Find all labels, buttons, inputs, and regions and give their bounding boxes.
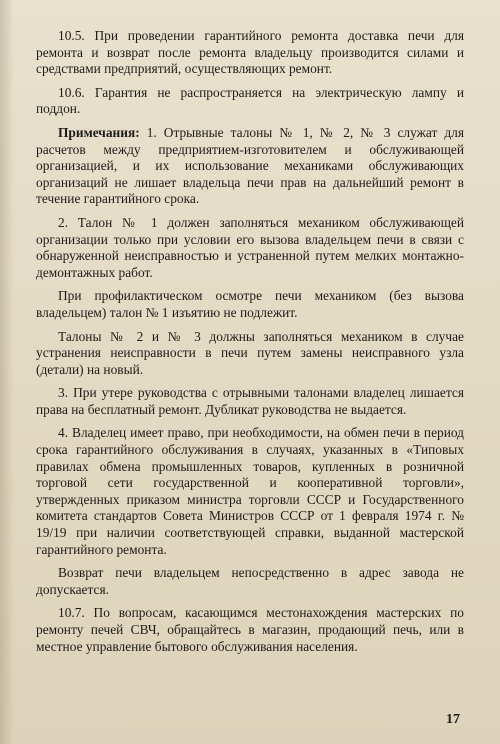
note-2: 2. Талон № 1 должен заполняться механиком обслуживающей организации только при условии его вызова владельцем печи в связи с обнаруженной неисправностью и устраненной путем мелких монтажно-демонтажных работ.: [36, 214, 464, 280]
page-text: [36, 28, 464, 655]
note-4: 4. Владелец имеет право, при необходимости, на обмен печи в период срока гарантийного обслуживания в случаях, указанных в «Типовых правилах обмена промышленных товаров, купленных в розничной торговой сети государственной и кооперативной торговли», утвержденных приказом министра торговли СССР и Государственного комитета стандартов Совета Министров СССР от 1 февраля 1974 г. № 19/19 при наличии соответствующей справки, выданной мастерской гарантийного ремонта.: [36, 425, 464, 557]
note-3: 3. При утере руководства с отрывными талонами владелец лишается права на бесплатный ремонт. Дубликат руководства не выдается.: [36, 385, 464, 417]
paragraph-10-7: 10.7. По вопросам, касающимся местонахождения мастерских по ремонту печей СВЧ, обращайтесь в магазин, продающий печь, или в местное управление бытового обслуживания населения.: [36, 605, 464, 654]
note-2-coupons: Талоны № 2 и № 3 должны заполняться механиком в случае устранения неисправности в печи путем замены неисправного узла (детали) на новый.: [36, 328, 464, 377]
note-4-return: Возврат печи владельцем непосредственно в адрес завода не допускается.: [36, 565, 464, 597]
notes-label: Примечания:: [58, 124, 140, 140]
page-number: 17: [446, 712, 460, 727]
note-1-text: 1. Отрывные талоны № 1, № 2, № 3 служат для расчетов между предприятием-изготовителем и обслуживающей организацией, и их использование механиками обслуживающих организаций не лишает владельца печи прав на дальнейший ремонт в течение гарантийного срока.: [36, 124, 464, 207]
note-2-preventive: При профилактическом осмотре печи механиком (без вызова владельцем) талон № 1 изъятию не подлежит.: [36, 288, 464, 320]
notes-paragraph: [36, 125, 464, 208]
paragraph-10-5: 10.5. При проведении гарантийного ремонта доставка печи для ремонта и возврат после ремонта владельцу производится силами и средствами предприятий, осуществляющих ремонт.: [36, 28, 464, 77]
paragraph-10-6: 10.6. Гарантия не распространяется на электрическую лампу и поддон.: [36, 84, 464, 117]
